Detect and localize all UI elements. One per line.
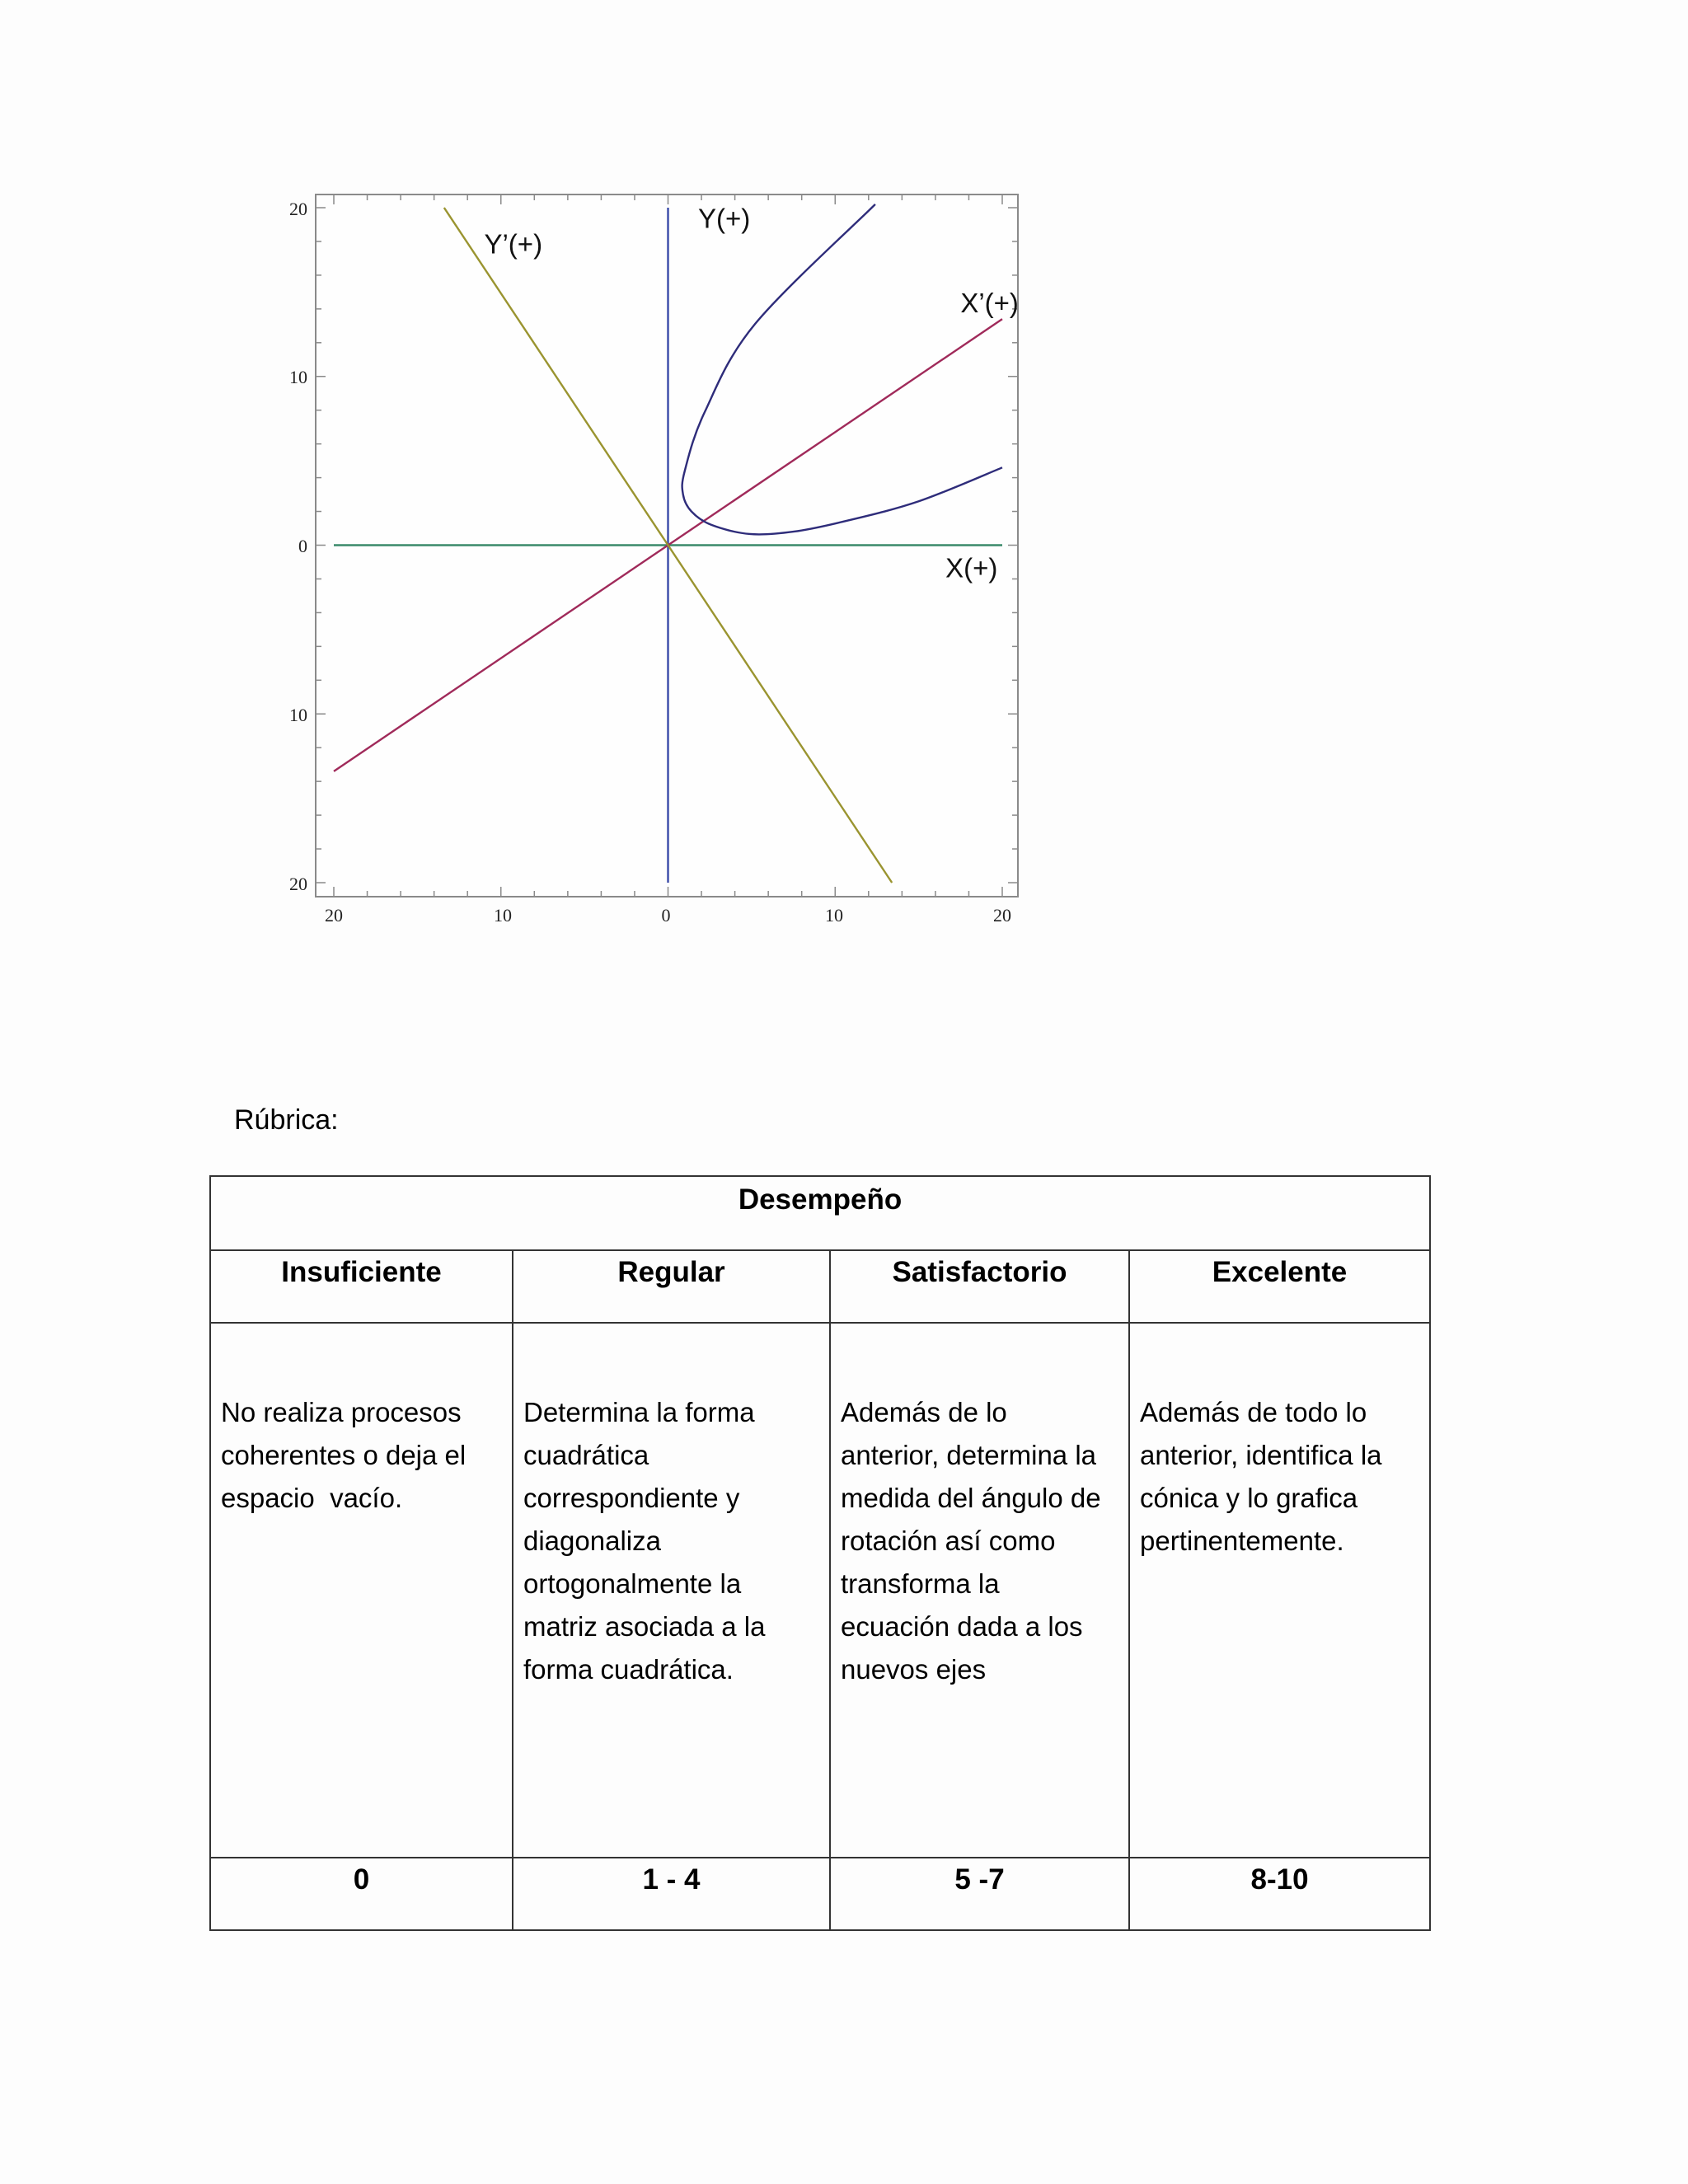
y-prime-axis-label: Y’(+) <box>484 228 543 260</box>
x-prime-axis-label: X’(+) <box>960 287 1019 318</box>
description-line: pertinentemente. <box>1140 1526 1344 1556</box>
score-row <box>210 1858 1430 1930</box>
y-tick-label: 20 <box>289 199 307 219</box>
x-tick-label: 10 <box>825 905 843 926</box>
description-line: transforma la <box>841 1568 1000 1599</box>
description-line: rotación así como <box>841 1526 1056 1556</box>
description-line: forma cuadrática. <box>523 1654 734 1685</box>
rubric-label: Rúbrica: <box>234 1104 339 1136</box>
conic-rotation-plot <box>0 0 1688 989</box>
level-insuficiente: Insuficiente <box>210 1250 513 1323</box>
y-axis-label: Y(+) <box>697 203 751 234</box>
description-line: Además de todo lo <box>1140 1397 1367 1427</box>
level-row <box>210 1250 1430 1323</box>
table-title: Desempeño <box>210 1176 1430 1250</box>
table-title-row <box>210 1176 1430 1250</box>
description-line: coherentes o deja el <box>221 1440 467 1470</box>
y-tick-label: 10 <box>289 705 307 725</box>
level-regular: Regular <box>513 1250 830 1323</box>
description-line: medida del ángulo de <box>841 1483 1101 1513</box>
rubric-table <box>209 1175 1431 1931</box>
level-excelente: Excelente <box>1129 1250 1430 1323</box>
description-line: Determina la forma <box>523 1397 755 1427</box>
y-tick-label: 0 <box>298 536 307 556</box>
description-line: anterior, determina la <box>841 1440 1097 1470</box>
score-regular: 1 - 4 <box>513 1858 830 1930</box>
level-satisfactorio: Satisfactorio <box>830 1250 1129 1323</box>
description-excelente <box>1129 1323 1430 1858</box>
score-excelente: 8-10 <box>1129 1858 1430 1930</box>
description-line: ortogonalmente la <box>523 1568 742 1599</box>
description-line: correspondiente y <box>523 1483 740 1513</box>
description-line: Además de lo <box>841 1397 1007 1427</box>
description-line: ecuación dada a los <box>841 1611 1083 1642</box>
description-line: No realiza procesos <box>221 1397 462 1427</box>
description-satisfactorio <box>830 1323 1129 1858</box>
description-line: matriz asociada a la <box>523 1611 766 1642</box>
description-row <box>210 1323 1430 1858</box>
description-regular <box>513 1323 830 1858</box>
description-line: cuadrática <box>523 1440 649 1470</box>
x-tick-label: 10 <box>494 905 512 926</box>
description-line: nuevos ejes <box>841 1654 987 1685</box>
y-tick-label: 10 <box>289 367 307 387</box>
score-satisfactorio: 5 -7 <box>830 1858 1129 1930</box>
description-line: cónica y lo grafica <box>1140 1483 1358 1513</box>
description-insuficiente <box>210 1323 513 1858</box>
description-line: anterior, identifica la <box>1140 1440 1382 1470</box>
description-line: diagonaliza <box>523 1526 661 1556</box>
y-tick-label: 20 <box>289 874 307 894</box>
x-tick-label: 20 <box>993 905 1011 926</box>
x-tick-label: 20 <box>325 905 343 926</box>
score-insuficiente: 0 <box>210 1858 513 1930</box>
x-tick-label: 0 <box>661 905 671 926</box>
x-axis-label: X(+) <box>945 552 998 583</box>
description-line: espacio vacío. <box>221 1483 403 1513</box>
